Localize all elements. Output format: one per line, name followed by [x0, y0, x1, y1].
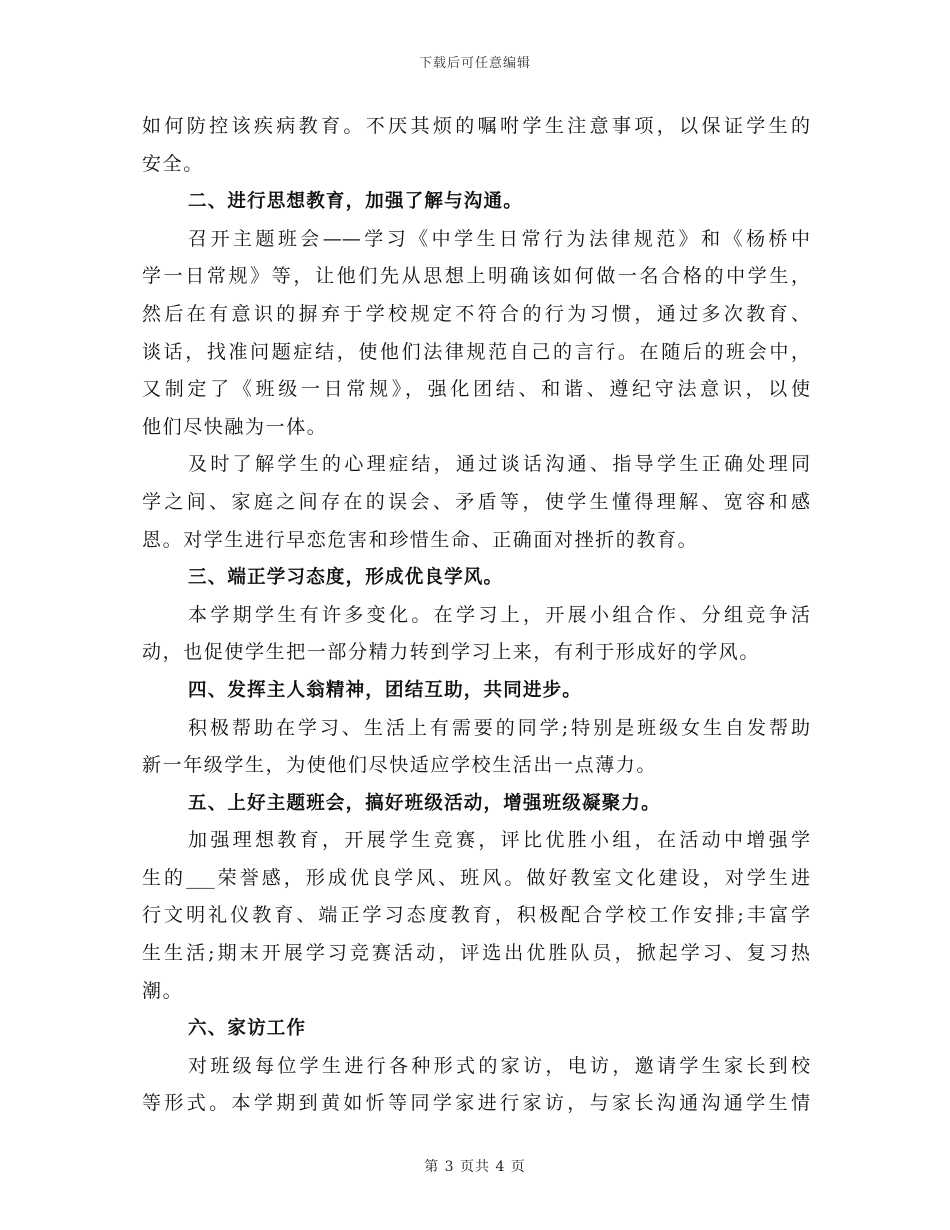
body-line: 加强理想教育，开展学生竞赛，评比优胜小组，在活动中增强学 [188, 829, 810, 852]
body-line: 行文明礼仪教育、端正学习态度教育，积极配合学校工作安排;丰富学 [142, 904, 810, 927]
body-line: 学一日常规》等，让他们先从思想上明确该如何做一名合格的中学生， [142, 265, 810, 288]
body-line: 动，也促使学生把一部分精力转到学习上来，有利于形成好的学风。 [142, 641, 761, 664]
body-line: 潮。 [142, 979, 184, 1002]
body-line: 对班级每位学生进行各种形式的家访，电访，邀请学生家长到校 [188, 1054, 810, 1077]
body-line: 召开主题班会——学习《中学生日常行为法律规范》和《杨桥中 [188, 227, 810, 250]
page-footer: 第 3 页共 4 页 [424, 1159, 526, 1175]
section-heading: 二、进行思想教育，加强了解与沟通。 [188, 191, 523, 213]
body-line: 新一年级学生，为使他们尽快适应学校生活出一点薄力。 [142, 754, 658, 777]
body-line: 积极帮助在学习、生活上有需要的同学;特别是班级女生自发帮助 [188, 716, 810, 739]
body-line: 安全。 [142, 152, 204, 175]
body-line: 生的___荣誉感，形成优良学风、班风。做好教室文化建设，对学生进 [142, 866, 810, 889]
document-body [142, 108, 810, 1123]
body-line: 谈话，找准问题症结，使他们法律规范自己的言行。在随后的班会中， [142, 340, 810, 363]
body-line: 又制定了《班级一日常规》，强化团结、和谐、遵纪守法意识，以使 [142, 378, 810, 401]
body-line: 学之间、家庭之间存在的误会、矛盾等，使学生懂得理解、宽容和感 [142, 490, 810, 513]
body-line: 他们尽快融为一体。 [142, 415, 328, 438]
section-heading: 六、家访工作 [188, 1018, 307, 1040]
section-heading: 三、端正学习态度，形成优良学风。 [188, 567, 504, 589]
body-line: 然后在有意识的摒弃于学校规定不符合的行为习惯，通过多次教育、 [142, 302, 810, 325]
body-line: 恩。对学生进行早恋危害和珍惜生命、正确面对挫折的教育。 [142, 528, 699, 551]
section-heading: 五、上好主题班会，搞好班级活动，增强班级凝聚力。 [188, 792, 661, 814]
body-line: 及时了解学生的心理症结，通过谈话沟通、指导学生正确处理同 [188, 453, 810, 476]
body-line: 等形式。本学期到黄如忻等同学家进行家访，与家长沟通沟通学生情 [142, 1092, 810, 1115]
section-heading: 四、发挥主人翁精神，团结互助，共同进步。 [188, 679, 583, 701]
body-line: 生生活;期末开展学习竞赛活动，评选出优胜队员，掀起学习、复习热 [142, 942, 810, 965]
body-line: 本学期学生有许多变化。在学习上，开展小组合作、分组竞争活 [188, 603, 810, 626]
body-line: 如何防控该疾病教育。不厌其烦的嘱咐学生注意事项，以保证学生的 [142, 115, 810, 137]
page-header: 下载后可任意编辑 [418, 56, 531, 71]
